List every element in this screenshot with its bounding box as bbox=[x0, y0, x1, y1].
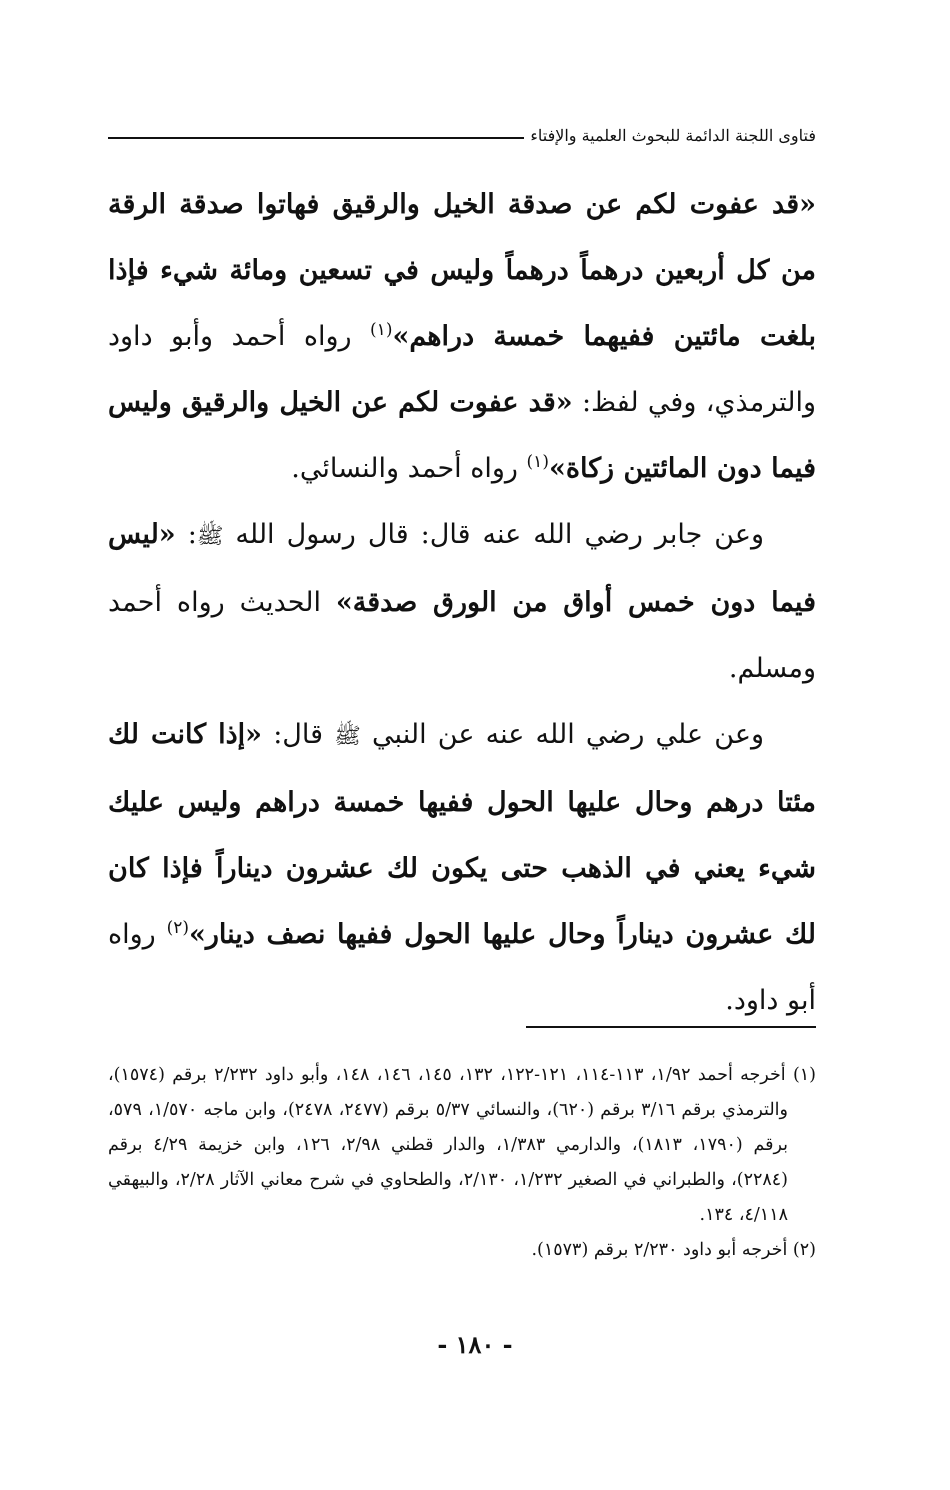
paragraph-1 bbox=[108, 172, 816, 502]
salutation-glyph: ﷺ bbox=[334, 724, 361, 749]
footnote-1: (١) أخرجه أحمد ١/٩٢، ١١٣-١١٤، ١٢١-١٢٢، ١٣٢، ١٤٥، ١٤٦، ١٤٨، وأبو داود ٢/٢٣٢ برقم (١٥٧٤)، والترمذي برقم ٣/١٦ برقم (٦٢٠)، والنسائي ٥/٣٧ برقم (٢٤٧٧، ٢٤٧٨)، وابن ماجه ١/٥٧٠، ٥٧٩، برقم (١٧٩٠، ١٨١٣)، والدارمي ١/٣٨٣، والدار قطني ٢/٩٨، ١٢٦، وابن خزيمة ٤/٢٩ برقم (٢٢٨٤)، والطبراني في الصغير ١/٢٣٢، ٢/١٣٠، والطحاوي في شرح معاني الآثار ٢/٢٨، والبيهقي ٤/١١٨، ١٣٤. bbox=[108, 1065, 816, 1225]
narration-text: الحديث رواه أحمد ومسلم. bbox=[108, 587, 816, 684]
footnotes bbox=[108, 1058, 816, 1268]
hadith-quote: «ليس فيما دون خمس أواق من الورق صدقة» bbox=[108, 519, 816, 618]
hadith-quote: «قد عفوت لكم عن صدقة الخيل والرقيق فهاتوا صدقة الرقة من كل أربعين درهماً درهماً وليس في تسعين ومائة شيء فإذا بلغت مائتين ففيهما خمسة دراهم» bbox=[108, 189, 816, 352]
footnote-separator bbox=[526, 1026, 816, 1028]
narration-text: رواه أحمد وأبو داود والترمذي، وفي لفظ: bbox=[108, 321, 816, 418]
paragraph-2 bbox=[108, 502, 816, 702]
narration-text: : bbox=[175, 519, 197, 550]
page-number: - ١٨٠ - bbox=[437, 1330, 513, 1359]
paragraph-3 bbox=[108, 702, 816, 1034]
footnote-ref: (٢) bbox=[166, 918, 189, 938]
hadith-quote: «إذا كانت لك مئتا درهم وحال عليها الحول ففيها خمسة دراهم وليس عليك شيء يعني في الذهب حتى يكون لك عشرون ديناراً فإذا كان لك عشرون ديناراً وحال عليها الحول ففيها نصف دينار» bbox=[108, 719, 816, 950]
main-text bbox=[108, 172, 816, 1034]
salutation-glyph: ﷺ bbox=[196, 524, 224, 549]
running-header bbox=[108, 118, 816, 154]
narration-text: رواه أبو داود. bbox=[108, 919, 816, 1016]
header-title: فتاوى اللجنة الدائمة للبحوث العلمية والإفتاء bbox=[524, 118, 816, 154]
narration-text: وعن علي رضي الله عنه عن النبي bbox=[360, 719, 764, 750]
footnote-ref: (١) bbox=[370, 320, 393, 340]
hadith-quote: «قد عفوت لكم عن الخيل والرقيق وليس فيما دون المائتين زكاة» bbox=[108, 387, 816, 484]
footnote-2: (٢) أخرجه أبو داود ٢/٢٣٠ برقم (١٥٧٣). bbox=[531, 1240, 816, 1260]
narration-text: رواه أحمد والنسائي. bbox=[291, 453, 527, 484]
narration-text: وعن جابر رضي الله عنه قال: قال رسول الله bbox=[223, 519, 764, 550]
footnote-ref: (١) bbox=[526, 452, 549, 472]
narration-text: قال: bbox=[262, 719, 335, 750]
